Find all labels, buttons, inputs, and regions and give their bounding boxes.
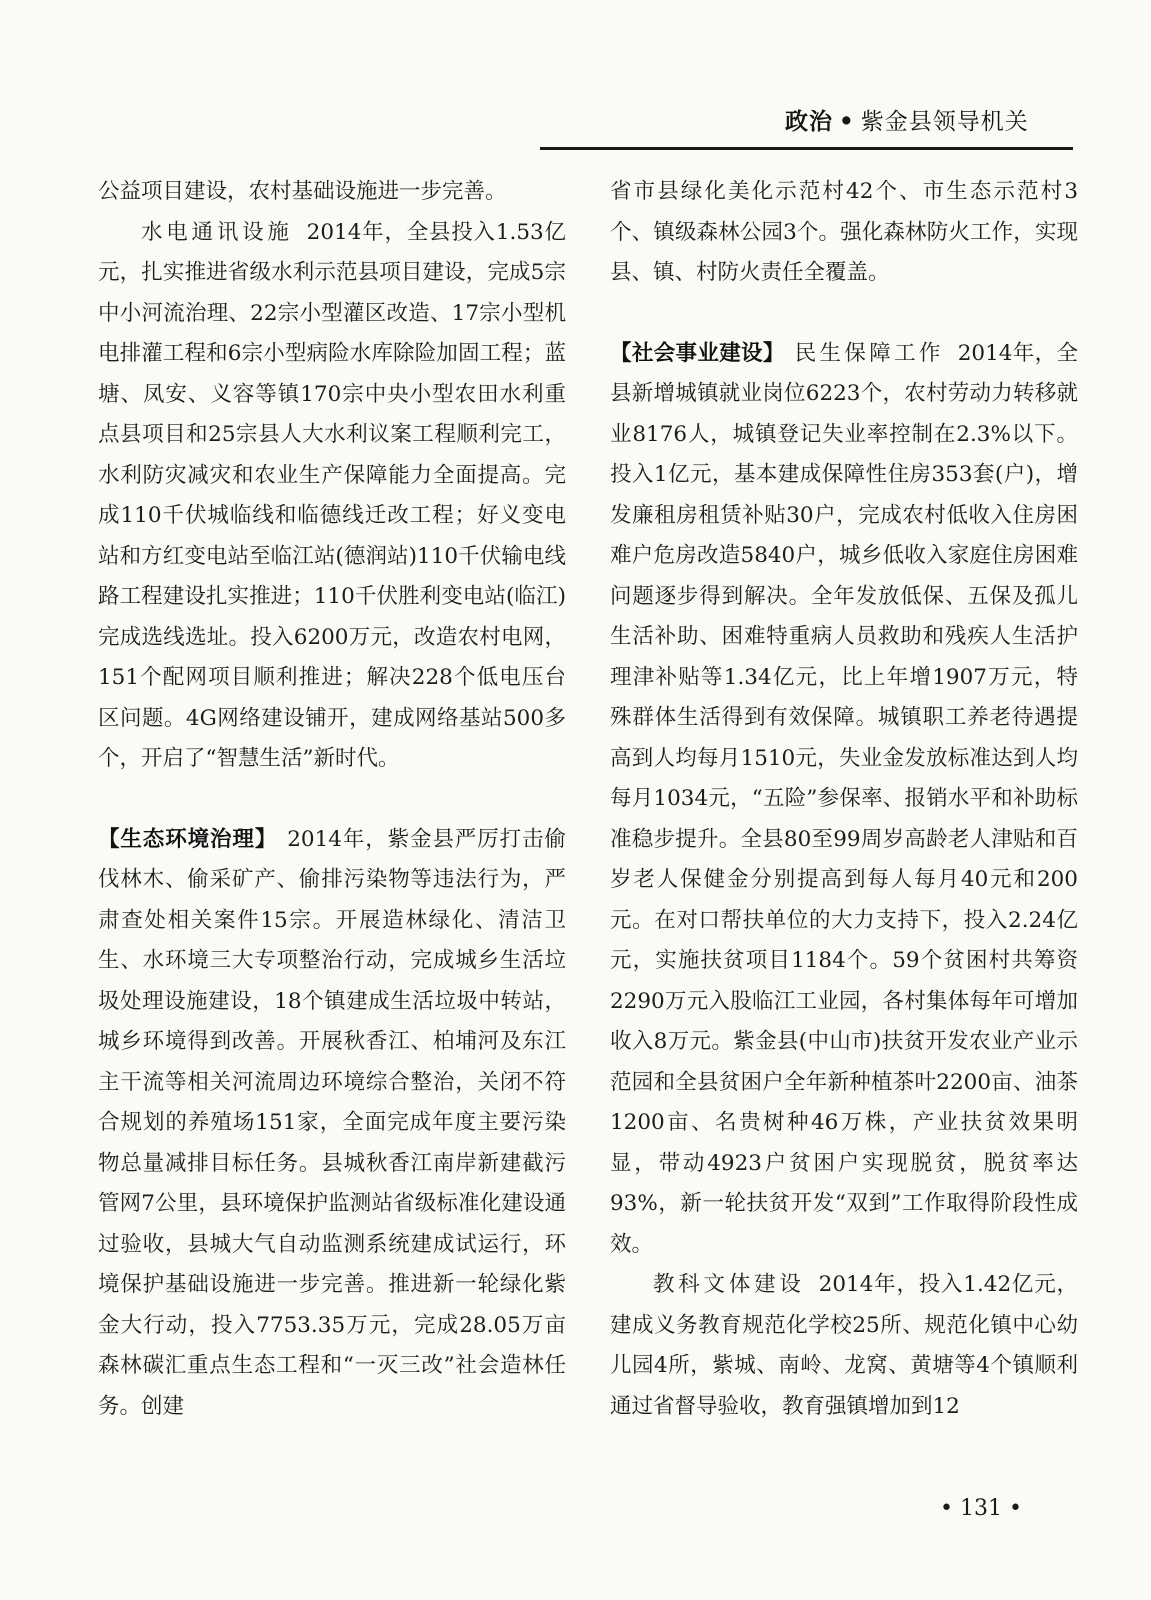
left-paragraph-2 [98,213,566,780]
running-head-section: 政治 [785,108,833,135]
left-column [98,172,566,1427]
left-paragraph-2-body: 2014年，全县投入1.53亿元，扎实推进省级水利示范县项目建设，完成5宗中小河流治理、22宗小型灌区改造、17宗小型机电排灌工程和6宗小型病险水库除险加固工程；蓝塘、凤安、义容等镇170宗中央小型农田水利重点县项目和25宗县人大水利议案工程顺利完工，水利防灾减灾和农业生产保障能力全面提高。完成110千伏城临线和临德线迁改工程；好义变电站和方红变电站至临江站(德润站)110千伏输电线路工程建设扎实推进；110千伏胜利变电站(临江)完成选线选址。投入6200万元，改造农村电网，151个配网项目顺利推进；解决228个低电压台区问题。4G网络建设铺开，建成网络基站500多个，开启了“智慧生活”新时代。 [98,219,566,771]
page-number: • 131 • [940,1496,1022,1521]
running-head-title: 紫金县领导机关 [860,109,1029,135]
section-heading-social: 【社会事业建设】 [610,340,785,366]
running-head [785,103,1029,136]
left-paragraph-3 [98,820,566,1428]
right-paragraph-3-body: 2014年，投入1.42亿元，建成义务教育规范化学校25所、规范化镇中心幼儿园4所，紫城、南岭、龙窝、黄塘等4个镇顺利通过省督导验收，教育强镇增加到12 [610,1272,1078,1419]
header-rule [540,147,1073,150]
right-paragraph-3 [610,1265,1078,1427]
right-column [610,172,1078,1427]
right-paragraph-2 [610,334,1078,1266]
subhead-livelihood: 民生保障工作 [794,340,944,366]
subhead-education-culture: 教科文体建设 [653,1272,805,1297]
left-paragraph-3-body: 2014年，紫金县严厉打击偷伐林木、偷采矿产、偷排污染物等违法行为，严肃查处相关案件15宗。开展造林绿化、清洁卫生、水环境三大专项整治行动，完成城乡生活垃圾处理设施建设，18个镇建成生活垃圾中转站，城乡环境得到改善。开展秋香江、柏埔河及东江主干流等相关河流周边环境综合整治，关闭不符合规划的养殖场151家，全面完成年度主要污染物总量减排目标任务。县城秋香江南岸新建截污管网7公里，县环境保护监测站省级标准化建设通过验收，县城大气自动监测系统建成试运行，环境保护基础设施进一步完善。推进新一轮绿化紫金大行动，投入7753.35万元，完成28.05万亩森林碳汇重点生态工程和“一灭三改”社会造林任务。创建 [98,826,566,1419]
left-paragraph-1: 公益项目建设，农村基础设施进一步完善。 [98,179,507,204]
section-heading-ecology: 【生态环境治理】 [98,826,278,852]
right-paragraph-2-body: 2014年，全县新增城镇就业岗位6223个，农村劳动力转移就业8176人，城镇登记失业率控制在2.3%以下。投入1亿元，基本建成保障性住房353套(户)，增发廉租房租赁补贴30户，完成农村低收入住房困难户危房改造5840户，城乡低收入家庭住房困难问题逐步得到解决。全年发放低保、五保及孤儿生活补助、困难特重病人员救助和残疾人生活护理津补贴等1.34亿元，比上年增1907万元，特殊群体生活得到有效保障。城镇职工养老待遇提高到人均每月1510元，失业金发放标准达到人均每月1034元，“五险”参保率、报销水平和补助标准稳步提升。全县80至99周岁高龄老人津贴和百岁老人保健金分别提高到每人每月40元和200元。在对口帮扶单位的大力支持下，投入2.24亿元，实施扶贫项目1184个。59个贫困村共筹资2290万元入股临江工业园，各村集体每年可增加收入8万元。紫金县(中山市)扶贫开发农业产业示范园和全县贫困户全年新种植茶叶2200亩、油茶1200亩、名贵树种46万株，产业扶贫效果明显，带动4923户贫困户实现脱贫，脱贫率达93%，新一轮扶贫开发“双到”工作取得阶段性成效。 [610,340,1078,1257]
right-paragraph-1: 省市县绿化美化示范村42个、市生态示范村3个、镇级森林公园3个。强化森林防火工作，实现县、镇、村防火责任全覆盖。 [610,179,1078,285]
subhead-water-power-telecom: 水电通讯设施 [141,219,293,245]
running-head-separator: • [839,108,855,135]
